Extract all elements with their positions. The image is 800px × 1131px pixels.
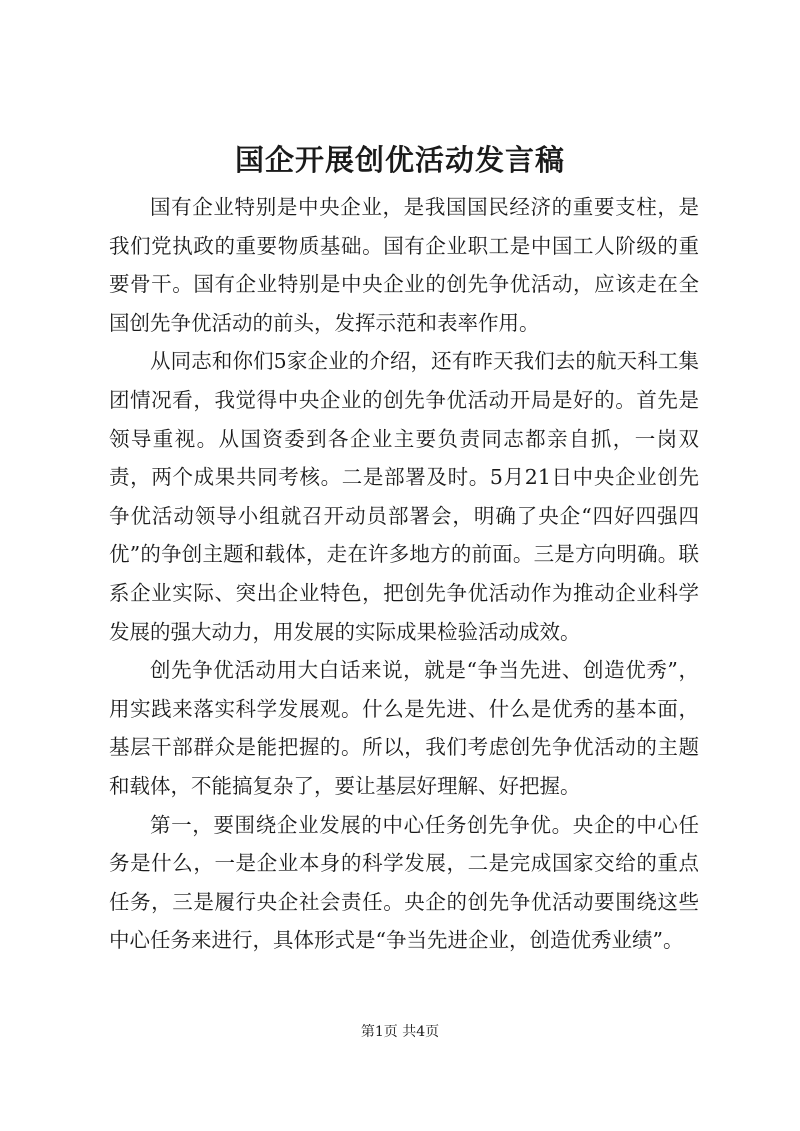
- document-title: 国企开展创优活动发言稿: [234, 143, 565, 177]
- paragraph: 国有企业特别是中央企业，是我国国民经济的重要支柱，是我们党执政的重要物质基础。国有企业职工是中国工人阶级的重要骨干。国有企业特别是中央企业的创先争优活动，应该走在全国创先争优活动的前头，发挥示范和表率作用。: [109, 195, 699, 335]
- document-body: [109, 188, 699, 960]
- page-footer: 第1页 共4页: [360, 1024, 440, 1040]
- paragraph: 从同志和你们5家企业的介绍，还有昨天我们去的航天科工集团情况看，我觉得中央企业的创先争优活动开局是好的。首先是领导重视。从国资委到各企业主要负责同志都亲自抓，一岗双责，两个成果共同考核。二是部署及时。5月21日中央企业创先争优活动领导小组就召开动员部署会，明确了央企“四好四强四优”的争创主题和载体，走在许多地方的前面。三是方向明确。联系企业实际、突出企业特色，把创先争优活动作为推动企业科学发展的强大动力，用发展的实际成果检验活动成效。: [109, 349, 699, 644]
- paragraph: 创先争优活动用大白话来说，就是“争当先进、创造优秀”，用实践来落实科学发展观。什么是先进、什么是优秀的基本面，基层干部群众是能把握的。所以，我们考虑创先争优活动的主题和载体，不能搞复杂了，要让基层好理解、好把握。: [109, 658, 699, 798]
- paragraph: 第一，要围绕企业发展的中心任务创先争优。央企的中心任务是什么，一是企业本身的科学发展，二是完成国家交给的重点任务，三是履行央企社会责任。央企的创先争优活动要围绕这些中心任务来进行，具体形式是“争当先进企业，创造优秀业绩”。: [109, 812, 699, 953]
